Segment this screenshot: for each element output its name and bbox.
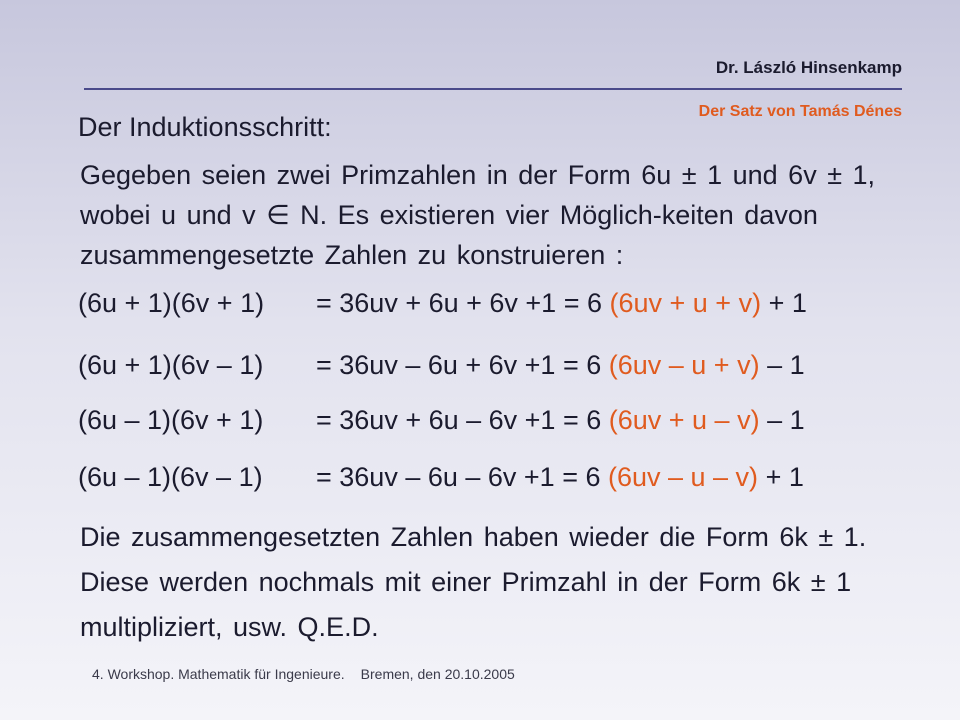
- equation-tail: + 1: [761, 288, 807, 318]
- equation-lhs: (6u – 1)(6v – 1): [78, 462, 263, 492]
- footer-place-date: Bremen, den 20.10.2005: [360, 666, 515, 682]
- equation-lhs: (6u – 1)(6v + 1): [78, 405, 264, 435]
- equation-highlight: (6uv + u – v): [608, 405, 760, 435]
- equation-row: [78, 405, 805, 436]
- equation-tail: – 1: [759, 405, 805, 435]
- header-rule: [84, 88, 902, 90]
- slide-footer: [92, 666, 515, 682]
- equation-highlight: (6uv – u + v): [608, 350, 760, 380]
- conclusion-paragraph: Die zusammengesetzten Zahlen haben wieder die Form 6k ± 1. Diese werden nochmals mit einer Primzahl in der Form 6k ± 1 multipliziert, usw. Q.E.D.: [80, 522, 867, 642]
- equation-tail: – 1: [759, 350, 805, 380]
- equation-highlight: (6uv – u – v): [607, 462, 759, 492]
- equation-row: [78, 288, 807, 319]
- equation-row: [78, 350, 805, 381]
- author-name: Dr. László Hinsenkamp: [715, 58, 902, 77]
- equation-middle: = 36uv + 6u – 6v +1 = 6: [316, 405, 609, 435]
- footer-event: 4. Workshop. Mathematik für Ingenieure.: [92, 666, 345, 682]
- equation-highlight: (6uv + u + v): [609, 288, 762, 318]
- equation-lhs: (6u + 1)(6v + 1): [78, 288, 265, 318]
- equation-tail: + 1: [758, 462, 804, 492]
- equation-middle: = 36uv – 6u + 6v +1 = 6: [316, 350, 609, 380]
- equation-row: [78, 462, 804, 493]
- equation-middle: = 36uv + 6u + 6v +1 = 6: [316, 288, 610, 318]
- intro-paragraph: Gegeben seien zwei Primzahlen in der Form 6u ± 1 und 6v ± 1, wobei u und v ∈ N. Es existieren vier Möglich-keiten davon zusammengesetzte Zahlen zu konstruieren :: [80, 160, 876, 270]
- slide-heading: Der Induktionsschritt:: [78, 112, 332, 142]
- equation-lhs: (6u + 1)(6v – 1): [78, 350, 264, 380]
- equation-middle: = 36uv – 6u – 6v +1 = 6: [316, 462, 608, 492]
- presentation-subtitle: Der Satz von Tamás Dénes: [698, 103, 902, 120]
